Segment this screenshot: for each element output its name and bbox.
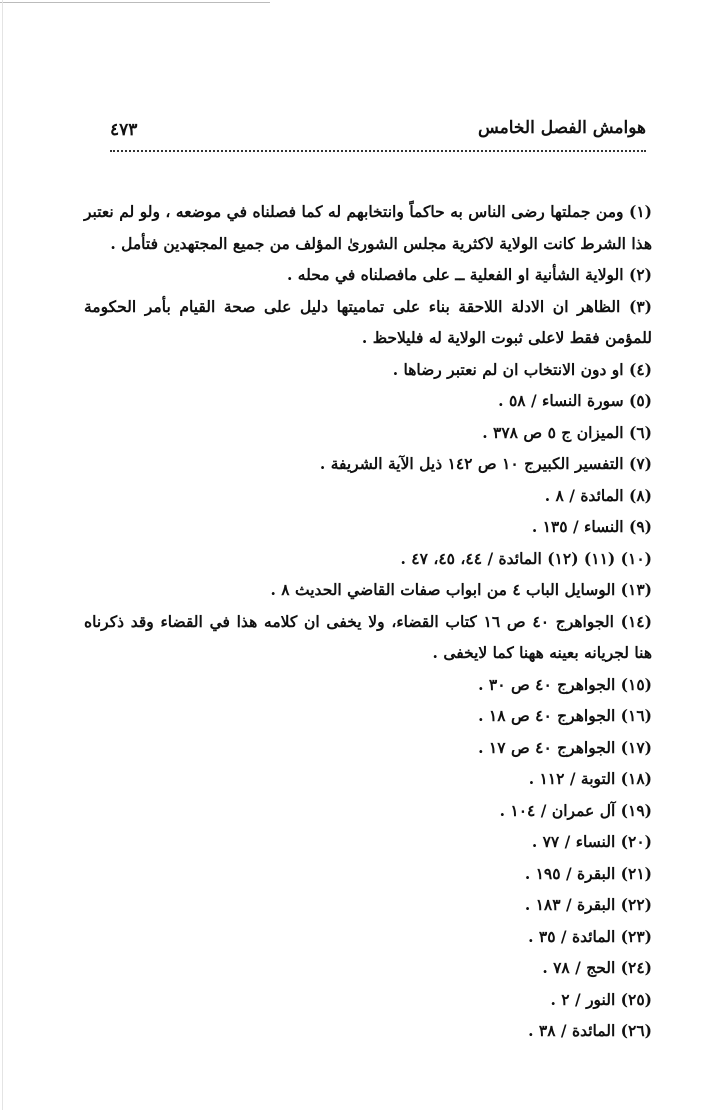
footnote: (١٩) آل عمران / ١٠٤ .: [499, 800, 652, 820]
dotted-divider: [110, 150, 646, 152]
footnote: (٨) المائدة / ٨ .: [544, 485, 652, 505]
footnote: (٢٠) النساء / ٧٧ .: [531, 832, 652, 851]
footnote: (٢٦) المائدة / ٣٨ .: [528, 1021, 652, 1040]
footnote: (٦) الميزان ج ٥ ص ٣٧٨ .: [482, 422, 652, 442]
scan-margin-line: [2, 0, 3, 1110]
footnote: (٢٢) البقرة / ١٨٣ .: [524, 895, 652, 914]
chapter-title: هوامش الفصل الخامس: [477, 118, 646, 138]
footnote: (٢٣) المائدة / ٣٥ .: [528, 926, 652, 946]
footnote: (٢٥) النور / ٢ .: [550, 989, 652, 1009]
footnote: (٧) التفسير الكبيرج ١٠ ص ١٤٢ ذيل الآية الشريفة .: [319, 454, 652, 473]
footnote: (١٥) الجواهرج ٤٠ ص ٣٠ .: [478, 674, 652, 694]
scan-edge-line: [0, 2, 270, 3]
footnote: (٣) الظاهر ان الادلة اللاحقة بناء على تماميتها دليل على صحة القيام بأمر الحكومة للمؤمن فقط لاعلى ثبوت الولاية له فليلاحظ .: [84, 296, 652, 347]
footnote: (١٦) الجواهرج ٤٠ ص ١٨ .: [478, 706, 652, 725]
footnote: (١٧) الجواهرج ٤٠ ص ١٧ .: [478, 737, 652, 757]
footnote: (١٣) الوسايل الباب ٤ من ابواب صفات القاضي الحديث ٨ .: [270, 580, 652, 599]
footnotes-list: [84, 196, 652, 1047]
page-header: [110, 118, 646, 148]
footnote: (١٨) التوبة / ١١٢ .: [528, 769, 652, 788]
footnote: (١٠) (١١) (١٢) المائدة / ٤٤، ٤٥، ٤٧ .: [400, 548, 652, 568]
footnote: (٩) النساء / ١٣٥ .: [531, 517, 652, 536]
footnote: (٢) الولاية الشأنية او الفعلية ــ على مافصلناه في محله .: [287, 265, 652, 284]
footnote: (٤) او دون الانتخاب ان لم نعتبر رضاها .: [392, 359, 652, 379]
footnote: (٢٤) الحج / ٧٨ .: [542, 958, 652, 977]
footnote: (١) ومن جملتها رضى الناس به حاكماً وانتخابهم له كما فصلناه في موضعه ، ولو لم نعتبر هذا الشرط كانت الولاية لاكثرية مجلس الشورىٰ المؤلف من جميع المجتهدين فتأمل .: [84, 202, 652, 253]
footnote: (٢١) البقرة / ١٩٥ .: [524, 863, 652, 883]
footnote: (٥) سورة النساء / ٥٨ .: [498, 391, 652, 410]
page-number: ٤٧٣: [110, 120, 138, 140]
footnote: (١٤) الجواهرج ٤٠ ص ١٦ كتاب القضاء، ولا يخفى ان كلامه هذا في القضاء وقد ذكرناه هنا لجريانه بعينه ههنا كما لايخفى .: [84, 611, 652, 662]
